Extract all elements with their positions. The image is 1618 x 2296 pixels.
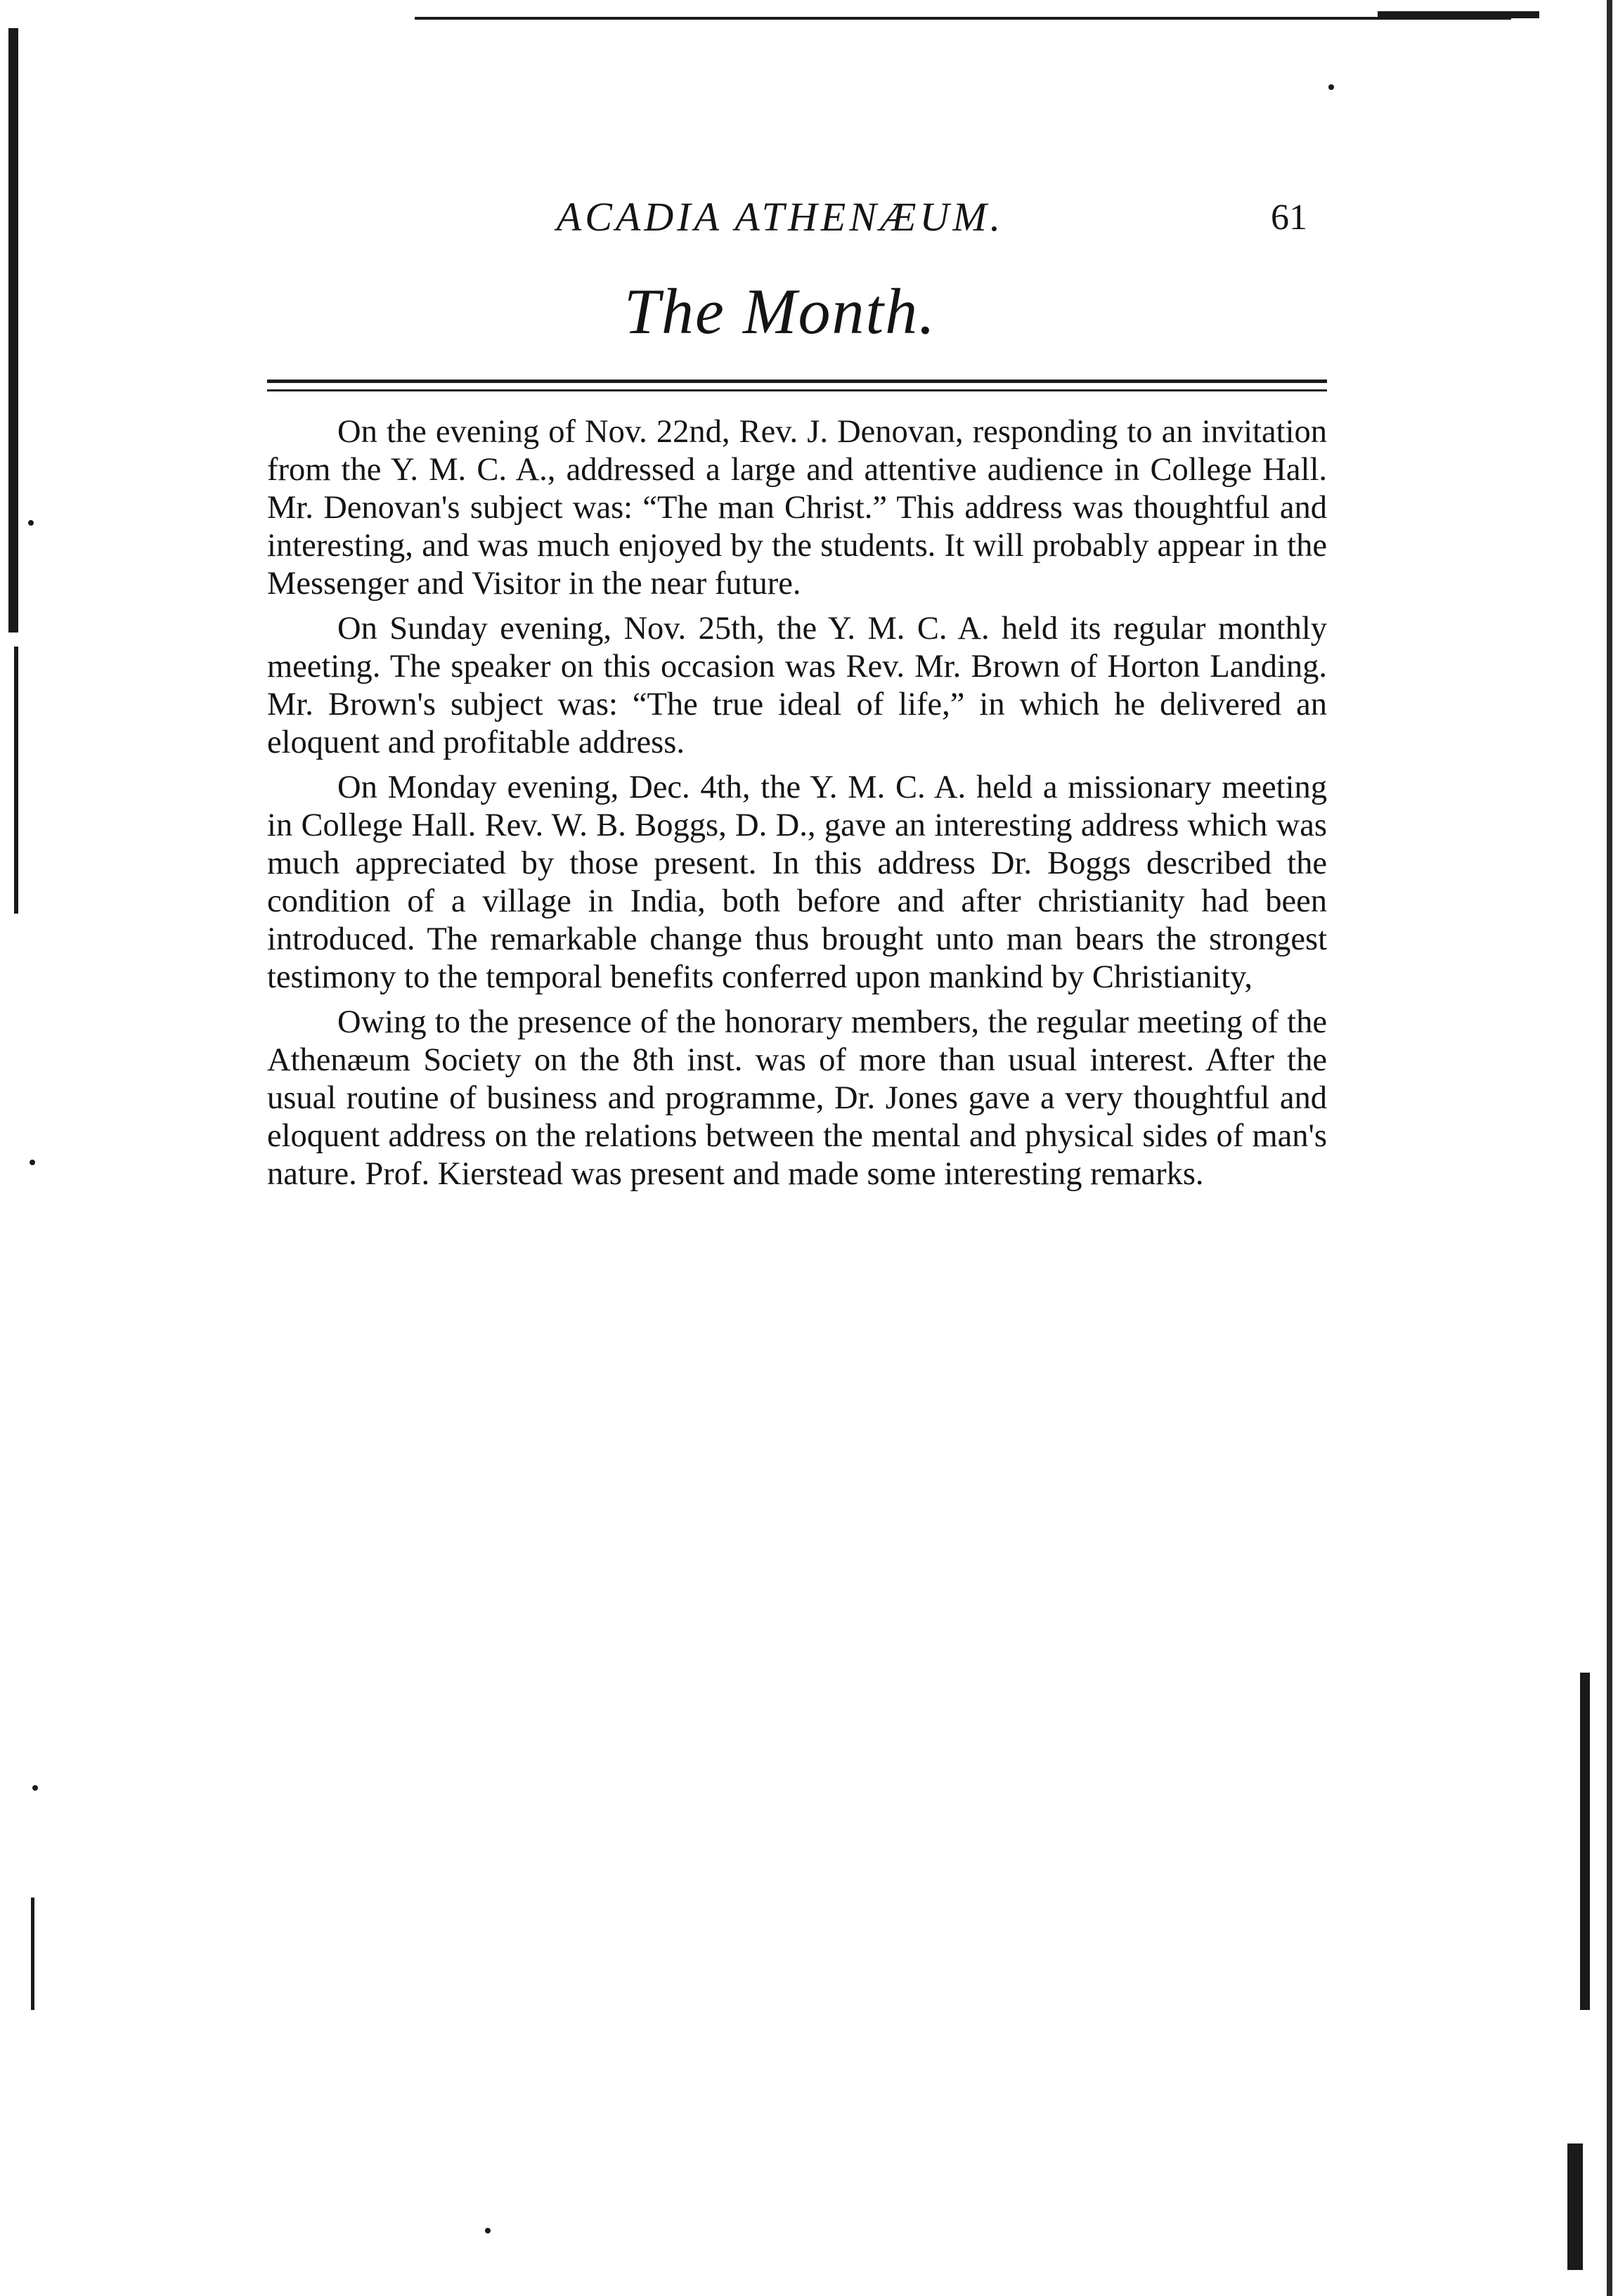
article-body: [267, 413, 1327, 1200]
paragraph-brown: On Sunday evening, Nov. 25th, the Y. M. C. A. held its regular monthly meeting. The speaker on this occasion was Rev. Mr. Brown of Horton Landing. Mr. Brown's subject was: “The true ideal of life,” in which he delivered an eloquent and profitable address.: [267, 611, 1327, 760]
scan-right-mark-bottom: [1567, 2143, 1583, 2270]
scan-speck: [32, 1785, 38, 1791]
title-rule-thin: [267, 389, 1327, 391]
scan-top-rule-thick: [1378, 11, 1539, 18]
page-number: 61: [1271, 197, 1307, 238]
scan-right-mark: [1580, 1673, 1590, 2010]
running-head: ACADIA ATHENÆUM.: [556, 194, 1004, 240]
scan-top-rule: [415, 17, 1511, 20]
scan-left-edge-bottom: [31, 1898, 34, 2010]
scan-speck: [28, 520, 34, 526]
scan-speck: [1328, 84, 1334, 90]
paragraph-boggs: On Monday evening, Dec. 4th, the Y. M. C. A. held a missionary meeting in College Hall. Rev. W. B. Boggs, D. D., gave an interesting address which was much appreciated by those present. In this address Dr. Boggs described the condition of a village in India, both before and after christianity had been introduced. The remarkable change thus brought unto man bears the strongest testimony to the temporal benefits conferred upon mankind by Christianity,: [267, 770, 1327, 995]
paragraph-athenaeum-society: Owing to the presence of the honorary members, the regular meeting of the Athenæum Society on the 8th inst. was of more than usual interest. After the usual routine of business and programme, Dr. Jones gave a very thoughtful and eloquent address on the relations between the mental and physical sides of man's nature. Prof. Kierstead was present and made some interesting remarks.: [267, 1004, 1327, 1192]
scan-left-edge-lower: [14, 647, 18, 914]
scan-right-edge: [1607, 0, 1612, 2296]
paragraph-denovan: On the evening of Nov. 22nd, Rev. J. Denovan, responding to an invitation from the Y. M. C. A., addressed a large and attentive audience in College Hall. Mr. Denovan's subject was: “The man Christ.” This address was thoughtful and interesting, and was much enjoyed by the students. It will probably appear in the Messenger and Visitor in the near future.: [267, 414, 1327, 602]
scan-left-edge: [8, 28, 18, 633]
title-rule: [267, 380, 1327, 383]
scan-speck: [30, 1160, 35, 1165]
scan-speck: [485, 2228, 491, 2233]
section-title: The Month.: [623, 275, 937, 347]
